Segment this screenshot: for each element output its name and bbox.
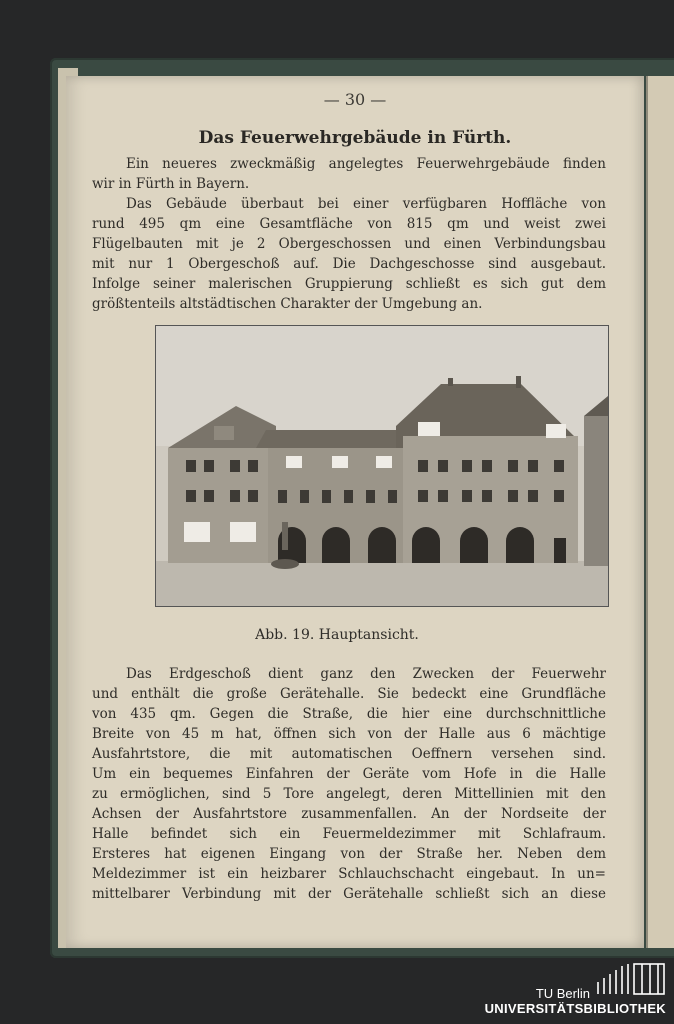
text-line: rund 495 qm eine Gesamtfläche von 815 qm und weist zwei: [92, 216, 606, 232]
text-line: Breite von 45 m hat, öffnen sich von der Halle aus 6 mächtige: [92, 726, 606, 742]
building-photo: [155, 325, 609, 607]
paragraph-ground-floor: [92, 664, 606, 904]
text-line: Ein neueres zweckmäßig angelegtes Feuerwehrgebäude finden: [126, 156, 606, 172]
text-line: mit nur 1 Obergeschoß auf. Die Dachgeschosse sind ausgebaut.: [92, 256, 606, 272]
watermark-line1: TU Berlin: [535, 986, 590, 1001]
text-line: Das Erdgeschoß dient ganz den Zwecken der Feuerwehr: [126, 666, 606, 682]
page-heading: Das Feuerwehrgebäude in Fürth.: [198, 128, 512, 148]
fire-station-illustration: [156, 326, 608, 606]
text-line: Halle befindet sich ein Feuermeldezimmer mit Schlafraum.: [92, 826, 606, 842]
text-line: Ausfahrtstore, die mit automatischen Oeffnern versehen sind.: [92, 746, 606, 762]
paragraph-intro: [92, 154, 606, 194]
text-line: Um ein bequemes Einfahren der Geräte vom Hofe in die Halle: [92, 766, 606, 782]
text-line: zu ermöglichen, sind 5 Tore angelegt, deren Mittellinien mit den: [92, 786, 606, 802]
library-watermark: [484, 958, 668, 1018]
text-line: mittelbarer Verbindung mit der Gerätehalle schließt sich an diese: [92, 886, 606, 902]
text-line: Achsen der Ausfahrtstore zusammenfallen. An der Nordseite der: [92, 806, 606, 822]
text-line: Infolge seiner malerischen Gruppierung schließt es sich gut dem: [92, 276, 606, 292]
text-line: wir in Fürth in Bayern.: [92, 176, 250, 192]
watermark-line2: UNIVERSITÄTSBIBLIOTHEK: [484, 1001, 666, 1016]
text-line: größtenteils altstädtischen Charakter der Umgebung an.: [92, 296, 483, 312]
text-line: Flügelbauten mit je 2 Obergeschossen und einen Verbindungsbau: [92, 236, 606, 252]
figure-caption: Abb. 19. Hauptansicht.: [255, 627, 419, 643]
paragraph-building: [92, 194, 606, 314]
text-line: Das Gebäude überbaut bei einer verfügbaren Hoffläche von: [126, 196, 606, 212]
text-line: Ersteres hat eigenen Eingang von der Straße her. Neben dem: [92, 846, 606, 862]
page-number: — 30 —: [323, 90, 387, 109]
library-logo-icon: [594, 960, 666, 996]
next-page-edge: [646, 76, 674, 948]
text-line: Meldezimmer ist ein heizbarer Schlauchschacht eingebaut. In un=: [92, 866, 606, 882]
text-line: von 435 qm. Gegen die Straße, die hier eine durchschnittliche: [92, 706, 606, 722]
text-line: und enthält die große Gerätehalle. Sie bedeckt eine Grundfläche: [92, 686, 606, 702]
